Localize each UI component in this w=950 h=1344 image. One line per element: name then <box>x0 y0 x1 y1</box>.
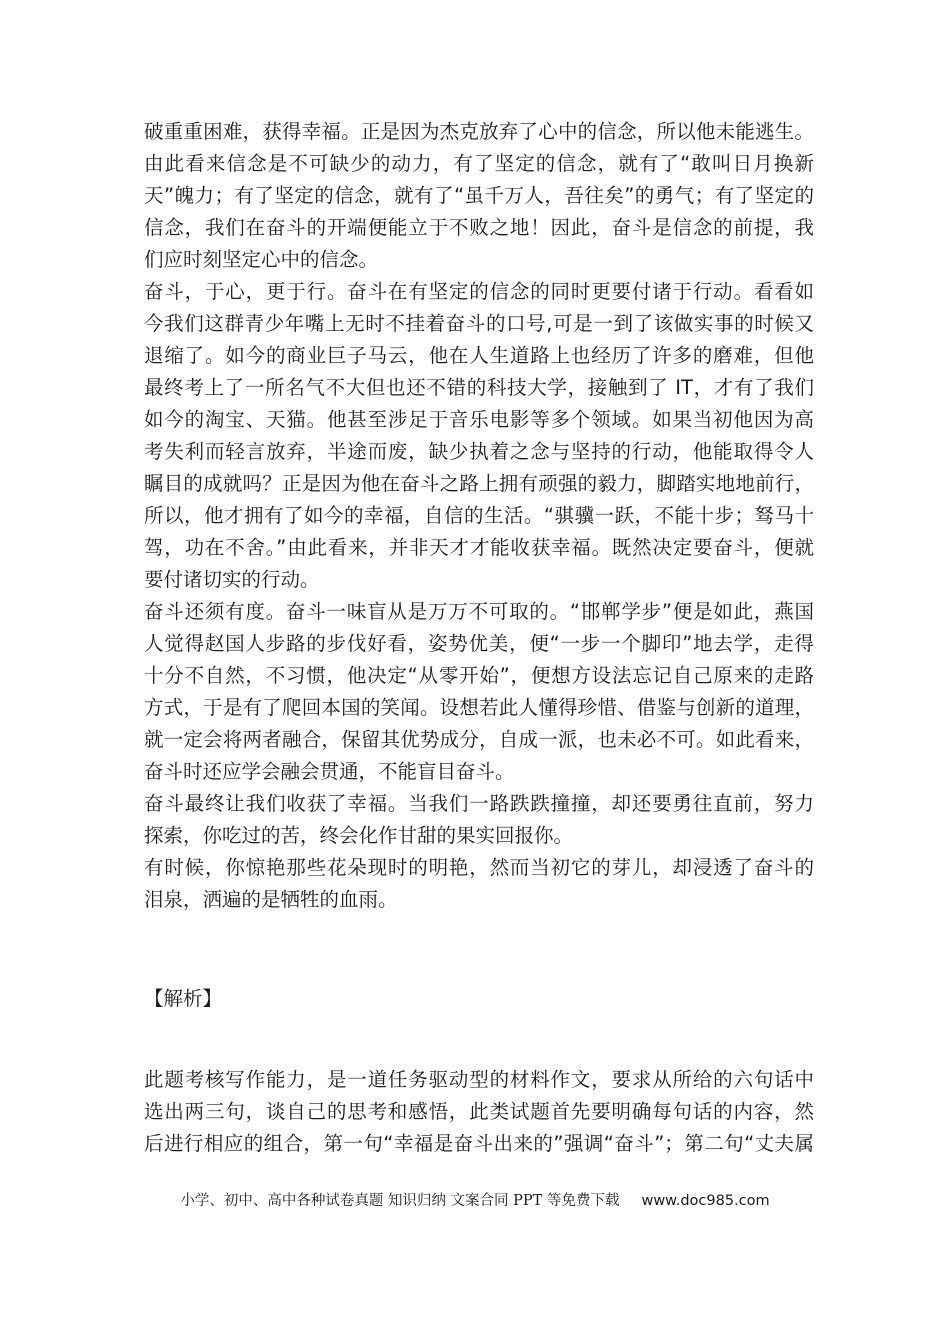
analysis-body <box>144 1064 814 1160</box>
essay-line: 破重重困难，获得幸福。正是因为杰克放弃了心中的信念，所以他未能逃生。 <box>144 120 814 143</box>
footer-url: www.doc985.com <box>641 1193 770 1209</box>
analysis-line: 此题考核写作能力，是一道任务驱动型的材料作文，要求从所给的六句话中 <box>144 1068 814 1091</box>
essay-line: 方式，于是有了爬回本国的笑闻。设想若此人懂得珍惜、借鉴与创新的道理， <box>144 696 814 719</box>
essay-line: 奋斗时还应学会融会贯通，不能盲目奋斗。 <box>144 760 515 783</box>
essay-body <box>144 116 814 916</box>
essay-line: 驾，功在不舍。”由此看来，并非天才才能收获幸福。既然决定要奋斗，便就 <box>144 536 814 559</box>
essay-line: 有时候，你惊艳那些花朵现时的明艳，然而当初它的芽儿，却浸透了奋斗的 <box>144 856 814 879</box>
essay-line: 天”魄力；有了坚定的信念，就有了“虽千万人，吾往矣”的勇气；有了坚定的 <box>144 184 814 207</box>
essay-line: 考失利而轻言放弃，半途而废，缺少执着之念与坚持的行动，他能取得令人 <box>144 440 814 463</box>
analysis-heading: 【解析】 <box>144 987 223 1010</box>
essay-line: 就一定会将两者融合，保留其优势成分，自成一派，也未必不可。如此看来， <box>144 728 814 751</box>
essay-line: 探索，你吃过的苦，终会化作甘甜的果实回报你。 <box>144 824 574 847</box>
essay-line: 们应时刻坚定心中的信念。 <box>144 248 379 271</box>
analysis-line: 后进行相应的组合，第一句“幸福是奋斗出来的”强调“奋斗”；第二句“丈夫属 <box>144 1132 814 1155</box>
essay-line: 如今的淘宝、天猫。他甚至涉足于音乐电影等多个领域。如果当初他因为高 <box>144 408 814 431</box>
essay-line: 由此看来信念是不可缺少的动力，有了坚定的信念，就有了“敢叫日月换新 <box>144 152 814 175</box>
analysis-line: 选出两三句，谈自己的思考和感悟，此类试题首先要明确每句话的内容，然 <box>144 1100 814 1123</box>
essay-line: 奋斗最终让我们收获了幸福。当我们一路跌跌撞撞，却还要勇往直前，努力 <box>144 792 814 815</box>
footer-text: 小学、初中、高中各种试卷真题 知识归纳 文案合同 PPT 等免费下载 <box>180 1193 620 1209</box>
page-footer <box>0 1190 950 1212</box>
essay-line: 泪泉，洒遍的是牺牲的血雨。 <box>144 888 398 911</box>
essay-line: 瞩目的成就吗？正是因为他在奋斗之路上拥有顽强的毅力，脚踏实地地前行， <box>144 472 814 495</box>
essay-line: 奋斗，于心，更于行。奋斗在有坚定的信念的同时更要付诸于行动。看看如 <box>144 280 814 303</box>
essay-line: 信念，我们在奋斗的开端便能立于不败之地！因此，奋斗是信念的前提，我 <box>144 216 814 239</box>
essay-line: 奋斗还须有度。奋斗一味盲从是万万不可取的。“邯郸学步”便是如此，燕国 <box>144 600 814 623</box>
essay-line: 十分不自然，不习惯，他决定“从零开始”，便想方设法忘记自己原来的走路 <box>144 664 814 687</box>
essay-line: 所以，他才拥有了如今的幸福，自信的生活。“骐骥一跃，不能十步；驽马十 <box>144 504 814 527</box>
essay-line: 退缩了。如今的商业巨子马云，他在人生道路上也经历了许多的磨难，但他 <box>144 344 814 367</box>
essay-line: 人觉得赵国人步路的步伐好看，姿势优美，便“一步一个脚印”地去学，走得 <box>144 632 814 655</box>
essay-line: 最终考上了一所名气不大但也还不错的科技大学，接触到了 IT，才有了我们 <box>144 376 814 399</box>
essay-line: 要付诸切实的行动。 <box>144 568 320 591</box>
essay-line: 今我们这群青少年嘴上无时不挂着奋斗的口号,可是一到了该做实事的时候又 <box>144 312 814 335</box>
